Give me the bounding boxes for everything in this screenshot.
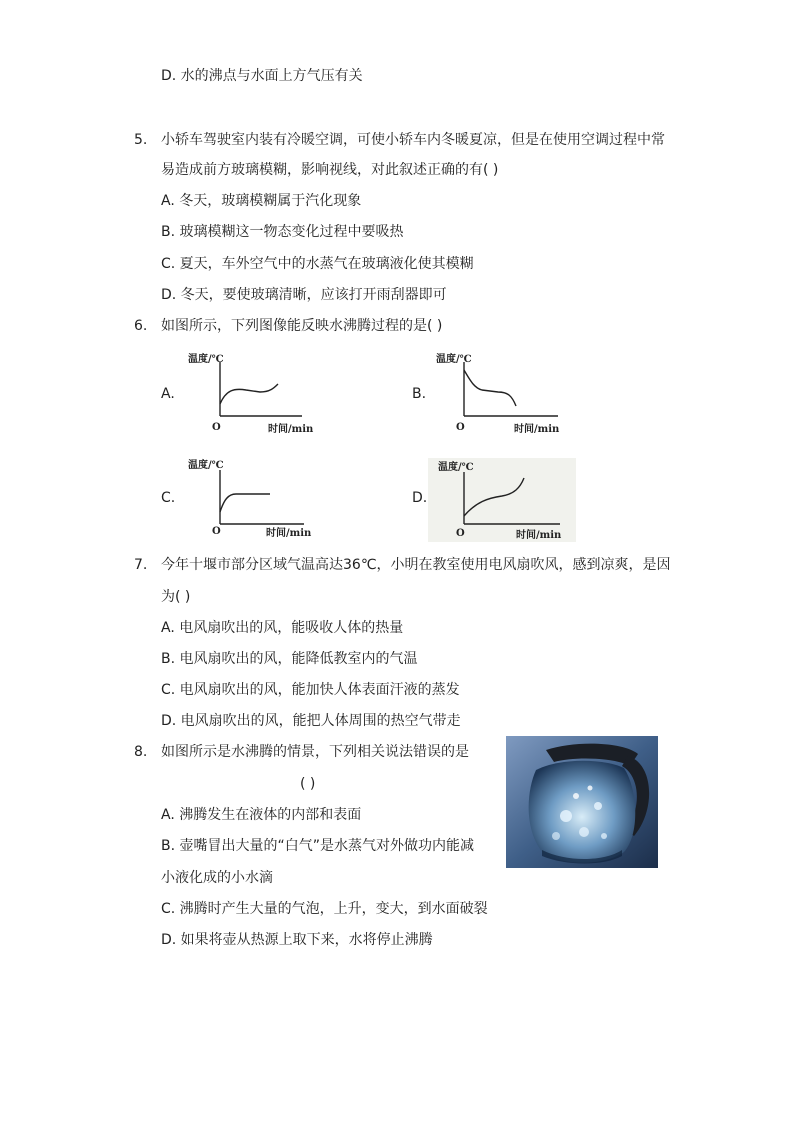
graph-b-origin: O [456, 422, 465, 433]
q4-option-d: D. 水的沸点与水面上方气压有关 [161, 68, 363, 84]
graph-c-y-label: 温度/℃ [188, 460, 224, 471]
q5-number: 5. [134, 132, 148, 148]
q5-option-c: C. 夏天，车外空气中的水蒸气在玻璃液化使其模糊 [161, 256, 474, 272]
graph-c-curve [220, 494, 270, 512]
q8-stem: 如图所示是水沸腾的情景，下列相关说法错误的是 [161, 744, 469, 760]
q7-option-c: C. 电风扇吹出的风，能加快人体表面汗液的蒸发 [161, 682, 460, 698]
graph-a[interactable] [180, 348, 340, 440]
q6-label-c: C. [161, 490, 176, 506]
q5-option-b: B. 玻璃模糊这一物态变化过程中要吸热 [161, 224, 404, 240]
graph-a-y-label: 温度/℃ [188, 354, 224, 365]
graph-b-curve [464, 370, 516, 406]
graph-c[interactable] [180, 454, 340, 542]
q6-stem: 如图所示，下列图像能反映水沸腾过程的是( ) [161, 318, 443, 334]
graph-c-x-label: 时间/min [266, 528, 312, 539]
q5-option-a: A. 冬天，玻璃模糊属于汽化现象 [161, 193, 362, 209]
q7-option-b: B. 电风扇吹出的风，能降低教室内的气温 [161, 651, 418, 667]
q8-option-a: A. 沸腾发生在液体的内部和表面 [161, 807, 362, 823]
q6-label-a: A. [161, 386, 175, 402]
graph-c-origin: O [212, 526, 221, 537]
q7-option-d: D. 电风扇吹出的风，能把人体周围的热空气带走 [161, 713, 461, 729]
q8-option-b-line1: B. 壶嘴冒出大量的“白气”是水蒸气对外做功内能减 [161, 838, 475, 854]
graph-a-curve [220, 384, 278, 404]
q7-option-a: A. 电风扇吹出的风，能吸收人体的热量 [161, 620, 404, 636]
q5-option-d: D. 冬天，要使玻璃清晰，应该打开雨刮器即可 [161, 287, 447, 303]
graph-b-x-label: 时间/min [514, 424, 560, 435]
q7-stem-line2: 为( ) [161, 589, 191, 605]
q8-number: 8. [134, 744, 148, 760]
graph-b[interactable] [428, 348, 588, 440]
graph-d-y-label: 温度/℃ [438, 462, 474, 473]
graph-a-origin: O [212, 422, 221, 433]
graph-d-origin: O [456, 528, 465, 539]
graph-d-x-label: 时间/min [516, 530, 562, 541]
graph-a-x-label: 时间/min [268, 424, 314, 435]
q6-label-b: B. [412, 386, 427, 402]
q7-number: 7. [134, 557, 148, 573]
q5-stem-line2: 易造成前方玻璃模糊，影响视线，对此叙述正确的有( ) [161, 162, 499, 178]
q6-label-d: D. [412, 490, 428, 506]
boiling-kettle-photo [506, 736, 658, 868]
graph-d-curve [464, 478, 524, 516]
q8-option-b-line2: 小液化成的小水滴 [161, 870, 273, 886]
graph-d[interactable] [428, 458, 576, 542]
q8-answer-paren: ( ) [300, 776, 316, 792]
q7-stem-line1: 今年十堰市部分区域气温高达36℃，小明在教室使用电风扇吹风，感到凉爽，是因 [161, 557, 671, 573]
q5-stem-line1: 小轿车驾驶室内装有冷暖空调，可使小轿车内冬暖夏凉，但是在使用空调过程中常 [161, 132, 665, 148]
q8-option-c: C. 沸腾时产生大量的气泡，上升，变大，到水面破裂 [161, 901, 488, 917]
q8-option-d: D. 如果将壶从热源上取下来，水将停止沸腾 [161, 932, 433, 948]
q6-number: 6. [134, 318, 148, 334]
graph-b-y-label: 温度/℃ [436, 354, 472, 365]
